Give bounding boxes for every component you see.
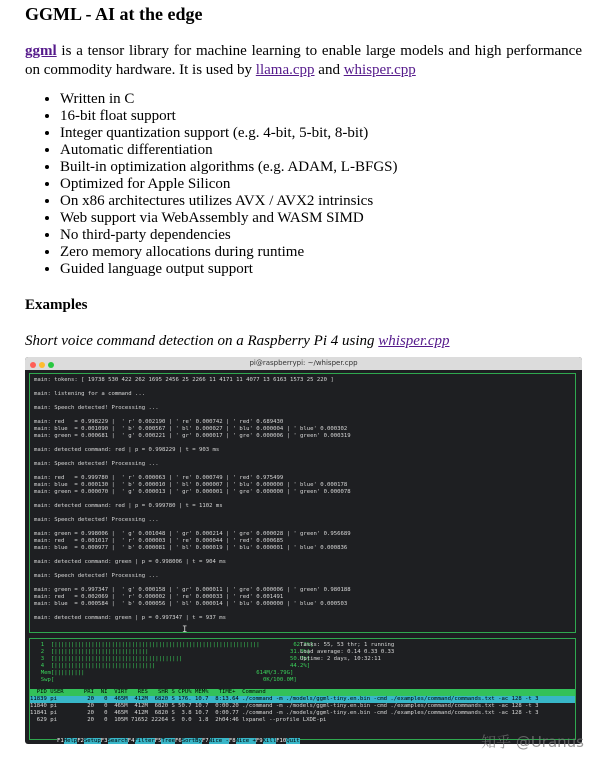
feature-item: • Integer quantization support (e.g. 4-bit, 5-bit, 8-bit): [60, 125, 398, 142]
fkey-key: F4: [127, 738, 135, 744]
fkey-key: F5: [154, 738, 162, 744]
fkey-label: Help: [63, 738, 78, 744]
fkey-label: Nice -: [208, 738, 229, 744]
feature-item: • 16-bit float support: [60, 108, 398, 125]
intro-paragraph: [25, 42, 582, 80]
maximize-dot-icon: [48, 362, 54, 368]
whisper-log-output: main: tokens: [ 19738 530 422 262 1695 2456 25 2266 11 4171 11 4077 13 6163 1573 25 220 ] main: listening for a command ... main: Speech detected! Processing ... main: red = 0.998229 | ' r' 0.002190 | ' re' 0.000742 | ' red' 0.689430 main: blue = 0.001090 | ' b' 0.000567 | ' bl' 0.000027 | ' blu' 0.000004 | ' blue' 0.000302 main: green = 0.000681 | ' g' 0.000221 | ' gr' 0.000017 | ' gre' 0.000006 | ' green' 0.000319 main: detected command: red | p = 0.998229 | t = 903 ms main: Speech detected! Processing ... main: red = 0.999780 | ' r' 0.000063 | ' re' 0.000749 | ' red' 0.975499 main: blue = 0.000130 | ' b' 0.000010 | ' bl' 0.000007 | ' blu' 0.000000 | ' blue' 0.000178 main: green = 0.000070 | ' g' 0.000013 | ' gr' 0.000001 | ' gre' 0.000000 | ' green' 0.000078 main: detected command: red | p = 0.999780 | t = 1102 ms main: Speech detected! Processing ... main: green = 0.998006 | ' g' 0.001048 | ' gr' 0.000214 | ' gre' 0.000028 | ' green' 0.956689 main: red = 0.001017 | ' r' 0.000003 | ' re' 0.000044 | ' red' 0.000685 main: blue = 0.000977 | ' b' 0.000081 | ' bl' 0.000019 | ' blu' 0.000001 | ' blue' 0.000836 main: detected command: green | p = 0.998006 | t = 904 ms main: Speech detected! Processing ... main: green = 0.997347 | ' g' 0.000158 | ' gr' 0.000011 | ' gre' 0.000006 | ' green' 0.980188 main: red = 0.002069 | ' r' 0.000002 | ' re' 0.000033 | ' red' 0.001491 main: blue = 0.000584 | ' b' 0.000056 | ' bl' 0.000014 | ' blu' 0.000000 | ' blue' 0.000503 main: detected command: green | p = 0.997347 | t = 937 ms: [34, 377, 351, 621]
process-row: 11839 pi 20 0 465M 412M 6820 S 176. 10.7 8:13.64 ./command -m ./models/ggml-tiny.en.bin -cmd ./examples/command/commands.txt -ac 128 -t 3: [30, 696, 575, 703]
feature-item: • Guided language output support: [60, 261, 398, 278]
fkey-label: Setup: [83, 738, 101, 744]
close-dot-icon: [30, 362, 36, 368]
feature-item: • Written in C: [60, 91, 398, 108]
feature-item: • Optimized for Apple Silicon: [60, 176, 398, 193]
page-title: GGML - AI at the edge: [25, 4, 203, 24]
fkey-key: F9: [255, 738, 263, 744]
fkey-key: F8: [228, 738, 236, 744]
fkey-key: F2: [77, 738, 84, 744]
intro-text-1: is a tensor library for machine learning to enable large models and high performance on commodity hardware. It is used by: [25, 43, 582, 78]
fkey-label: Kill: [262, 738, 277, 744]
feature-item: • On x86 architectures utilizes AVX / AVX2 intrinsics: [60, 193, 398, 210]
feature-item: • No third-party dependencies: [60, 227, 398, 244]
htop-column-header: PID USER PRI NI VIRT RES SHR S CPU% MEM% TIME+ Command: [30, 689, 575, 696]
process-row: 629 pi 20 0 105M 71652 22264 S 0.0 1.8 2h04:46 lxpanel --profile LXDE-pi: [30, 717, 327, 723]
fkey-key: F1: [56, 738, 64, 744]
text-cursor-icon: I: [182, 625, 188, 635]
feature-list: [25, 91, 398, 278]
fkey-label: Quit: [286, 738, 300, 744]
minimize-dot-icon: [39, 362, 45, 368]
watermark: 知乎 @Uranus: [481, 733, 584, 751]
whisper-log-pane: [29, 373, 576, 633]
htop-cpu-meters: 1 [||||||||||||||||||||||||||||||||||||||||||||||||||||||||||||| 62.2%] 2 [|||||||||||||||||||||||||||| 31.8%] 3 [|||||||||||||||||||||||||||||||||||||| 50.0%] 4 [|||||||||||||||||||||||||||||| 44.2%] Mem[||||||||| 614M/3.79G] Swp[ 0K/100.0M]: [40, 642, 314, 683]
example-caption: [25, 333, 450, 350]
fkey-label: SortBy: [181, 738, 202, 744]
fkey-key: F6: [174, 738, 182, 744]
llama-cpp-link[interactable]: llama.cpp: [255, 62, 315, 78]
fkey-key: F7: [201, 738, 209, 744]
caption-text: Short voice command detection on a Raspberry Pi 4 using: [25, 333, 379, 349]
feature-item: • Automatic differentiation: [60, 142, 398, 159]
process-row: 11841 pi 20 0 465M 412M 6820 S 3.8 10.7 0:00.77 ./command -m ./models/ggml-tiny.en.bin -cmd ./examples/command/commands.txt -ac 128 -t 3: [30, 710, 539, 716]
fkey-label: Filter: [134, 738, 155, 744]
caption-whisper-link[interactable]: whisper.cpp: [378, 333, 450, 349]
ggml-link[interactable]: ggml: [25, 43, 57, 59]
fkey-key: F10: [276, 738, 287, 744]
feature-item: • Zero memory allocations during runtime: [60, 244, 398, 261]
feature-item: • Web support via WebAssembly and WASM SIMD: [60, 210, 398, 227]
terminal-screenshot: [25, 357, 582, 744]
fkey-label: Search: [107, 738, 128, 744]
whisper-cpp-link[interactable]: whisper.cpp: [343, 62, 416, 78]
terminal-titlebar: [25, 357, 582, 370]
fkey-key: F3: [100, 738, 108, 744]
examples-heading: Examples: [25, 297, 88, 313]
htop-stats: Tasks: 55, 53 thr; 1 running Load average: 0.14 0.33 0.33 Uptime: 2 days, 10:32:11: [300, 642, 395, 662]
window-controls: [30, 360, 57, 373]
process-row: 11840 pi 20 0 465M 412M 6820 S 50.7 10.7 0:00.20 ./command -m ./models/ggml-tiny.en.bin -cmd ./examples/command/commands.txt -ac 128 -t 3: [30, 703, 539, 709]
feature-item: • Built-in optimization algorithms (e.g. ADAM, L-BFGS): [60, 159, 398, 176]
terminal-window-title: pi@raspberrypi: ~/whisper.cpp: [249, 359, 358, 367]
fkey-label: Nice +: [235, 738, 256, 744]
intro-text-2: and: [314, 62, 344, 78]
fkey-label: Tree: [161, 738, 175, 744]
